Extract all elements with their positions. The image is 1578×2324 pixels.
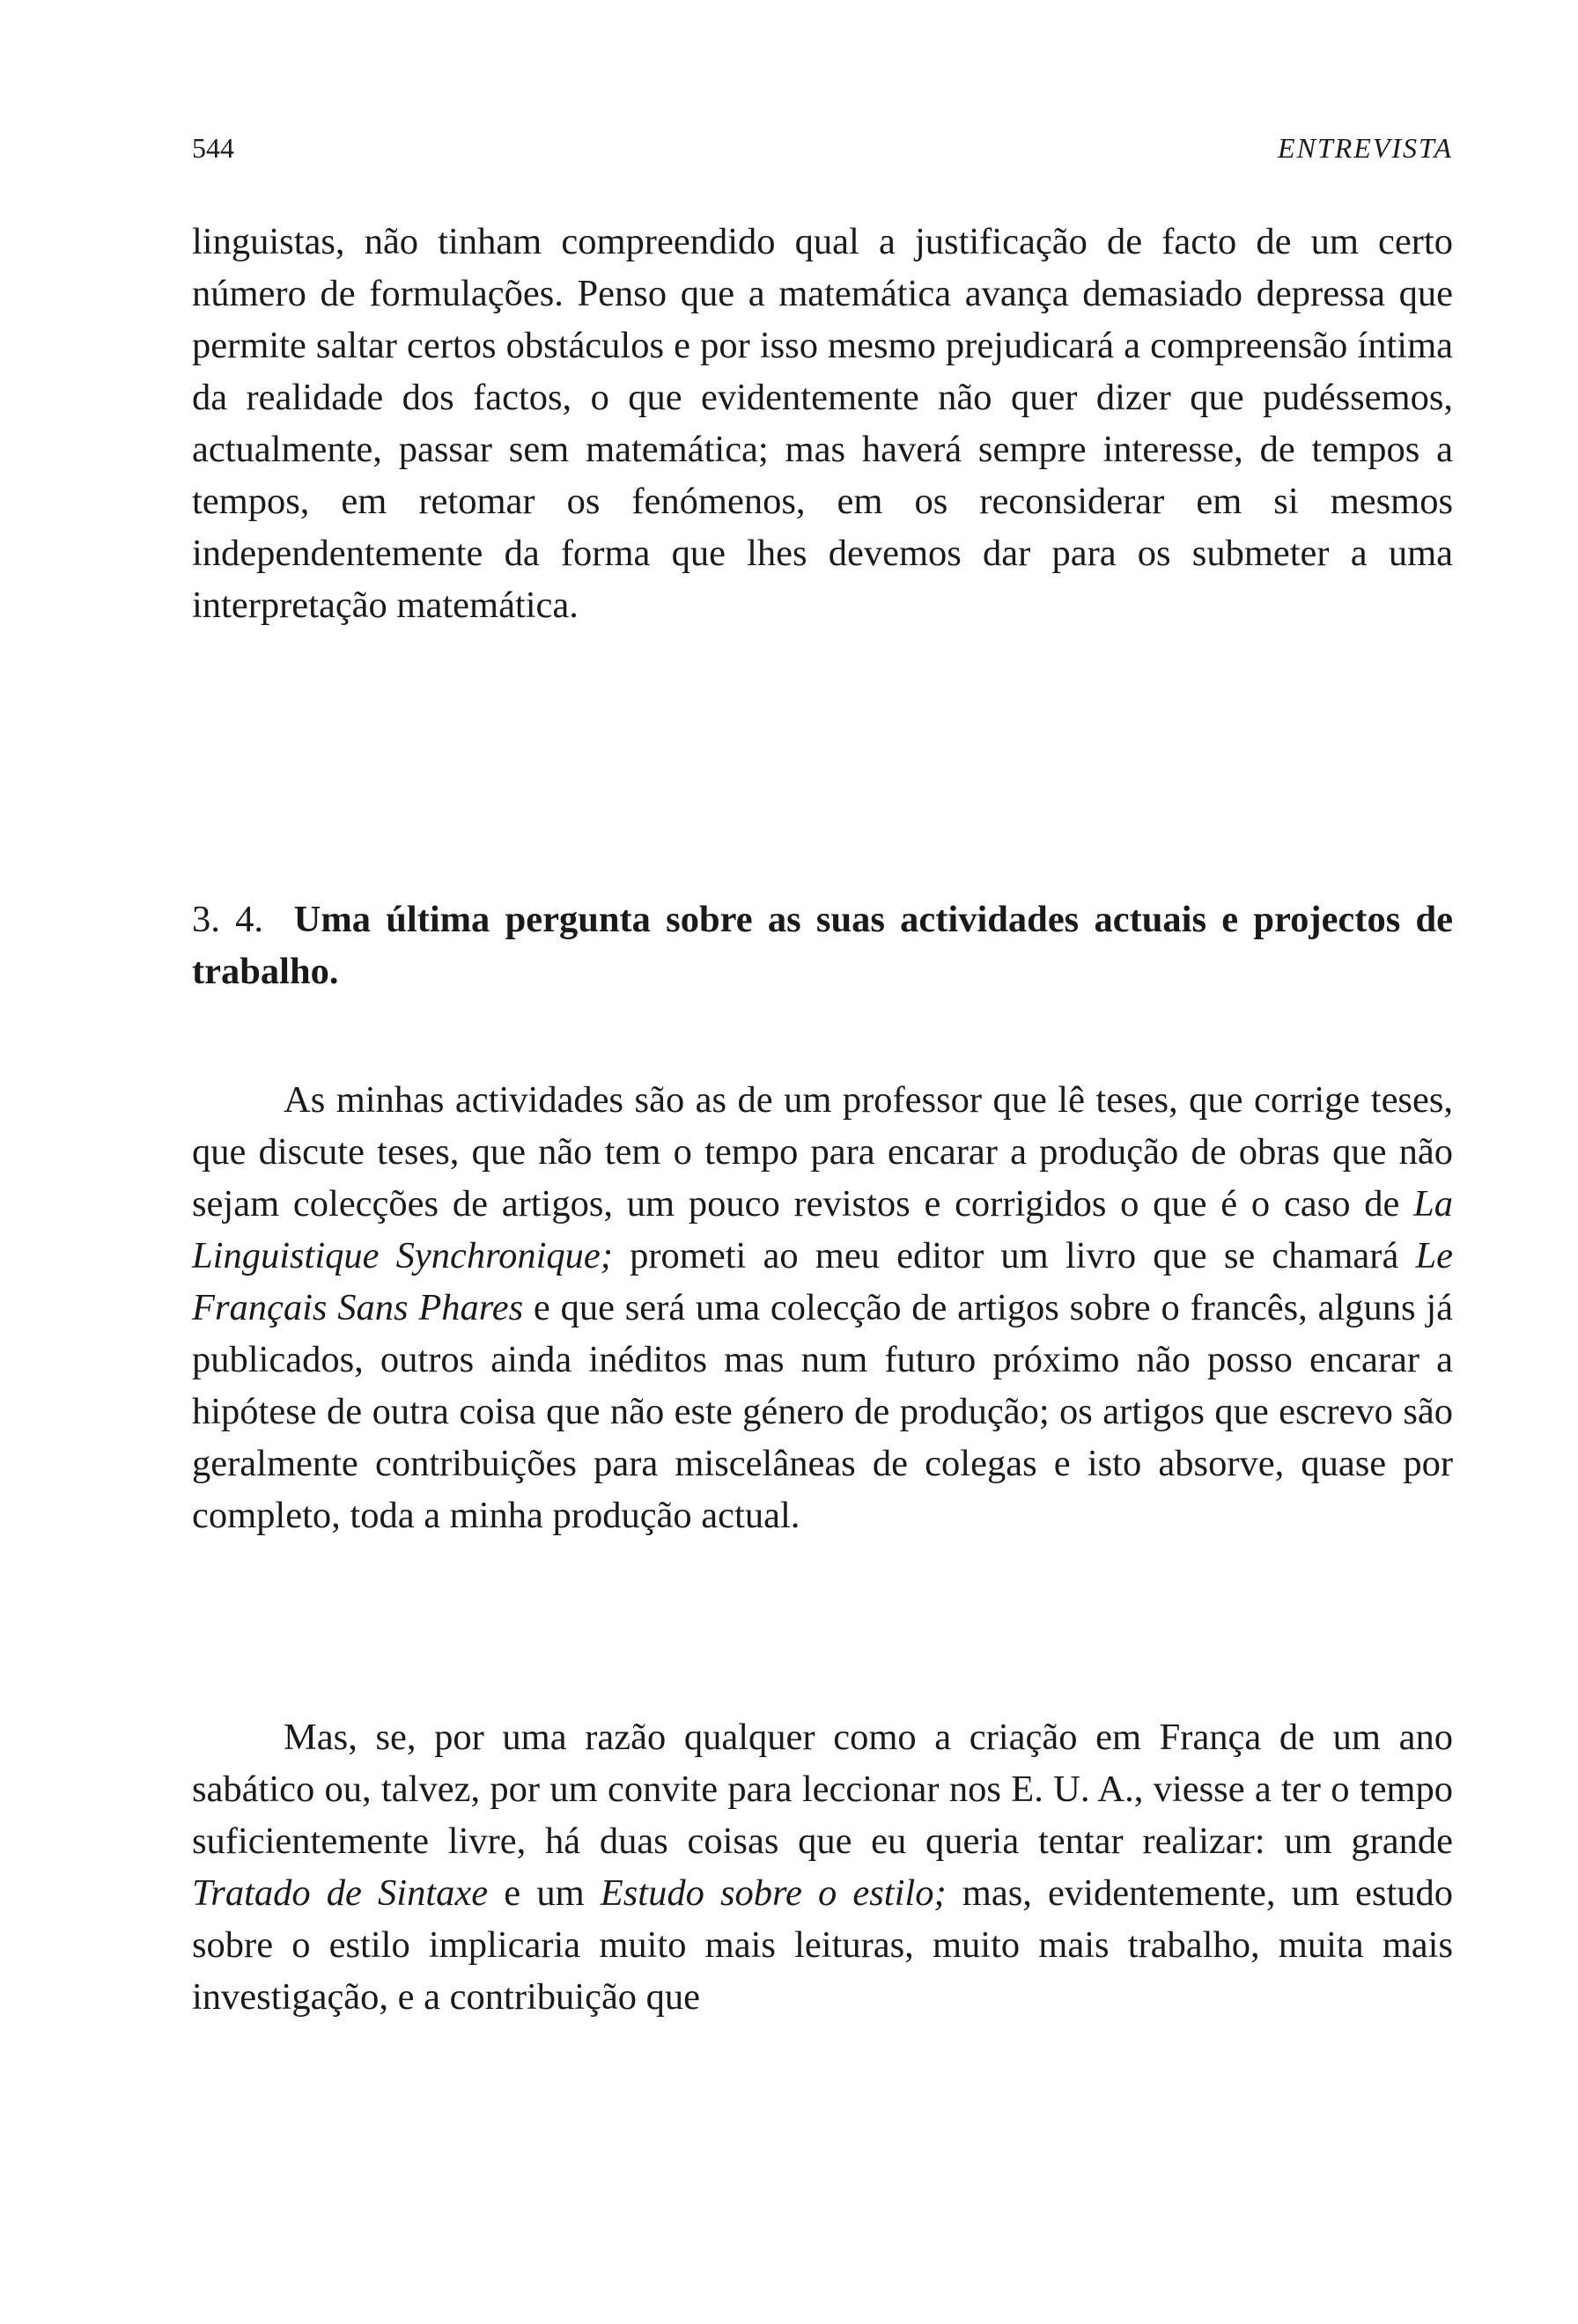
answer-paragraph-2 xyxy=(192,1711,1453,2023)
interview-question xyxy=(192,894,1453,997)
book-title-estilo: Estudo sobre o estilo; xyxy=(600,1872,947,1914)
section-title: ENTREVISTA xyxy=(1278,132,1453,164)
answer-2-text-c: mas, evidentemente, um estudo sobre o estilo implicaria muito mais leituras, muito mais trabalho, muita mais investigação, e a contribuição que xyxy=(192,1872,1454,2018)
question-text: Uma última pergunta sobre as suas actividades actuais e projectos de trabalho. xyxy=(192,899,1454,992)
answer-2-text-b: e um xyxy=(488,1872,601,1914)
answer-1-text-b: prometi ao meu editor um livro que se chamará xyxy=(612,1235,1416,1276)
book-title-sintaxe: Tratado de Sintaxe xyxy=(192,1872,489,1914)
question-number: 3. 4. xyxy=(192,899,264,940)
answer-1-text-a: As minhas actividades são as de um professor que lê teses, que corrige teses, que discute teses, que não tem o tempo para encarar a produção de obras que não sejam colecções de artigos, um pouco revistos e corrigidos o que é o caso de xyxy=(192,1079,1453,1225)
book-title-francais: Le Français Sans Phares xyxy=(192,1235,1453,1328)
page-number: 544 xyxy=(192,132,234,164)
running-head xyxy=(192,132,1453,185)
paragraph-continuation: linguistas, não tinham compreendido qual a justificação de facto de um certo número de formulações. Penso que a matemática avança demasiado depressa que permite saltar certos obstáculos e por isso mesmo prejudicará a compreensão íntima da realidade dos factos, o que evidentemente não quer dizer que pudéssemos, actualmente, passar sem matemática; mas haverá sempre interesse, de tempos a tempos, em retomar os fenómenos, em os reconsiderar em si mesmos independentemente da forma que lhes devemos dar para os submeter a uma interpretação matemática. xyxy=(192,221,1453,626)
answer-1-text-c: e que será uma colecção de artigos sobre o francês, alguns já publicados, outros ainda inéditos mas num futuro próximo não posso encarar a hipótese de outra coisa que não este género de produção; os artigos que escrevo são geralmente contribuições para miscelâneas de colegas e isto absorve, quase por completo, toda a minha produção actual. xyxy=(192,1287,1453,1536)
answer-paragraph-1 xyxy=(192,1074,1453,1541)
book-title-linguistique: La Linguistique Synchronique; xyxy=(192,1183,1453,1276)
answer-2-text-a: Mas, se, por uma razão qualquer como a criação em França de um ano sabático ou, talvez, por um convite para leccionar nos E. U. A., viesse a ter o tempo suficientemente livre, há duas coisas que eu queria tentar realizar: um grande xyxy=(192,1717,1453,1862)
